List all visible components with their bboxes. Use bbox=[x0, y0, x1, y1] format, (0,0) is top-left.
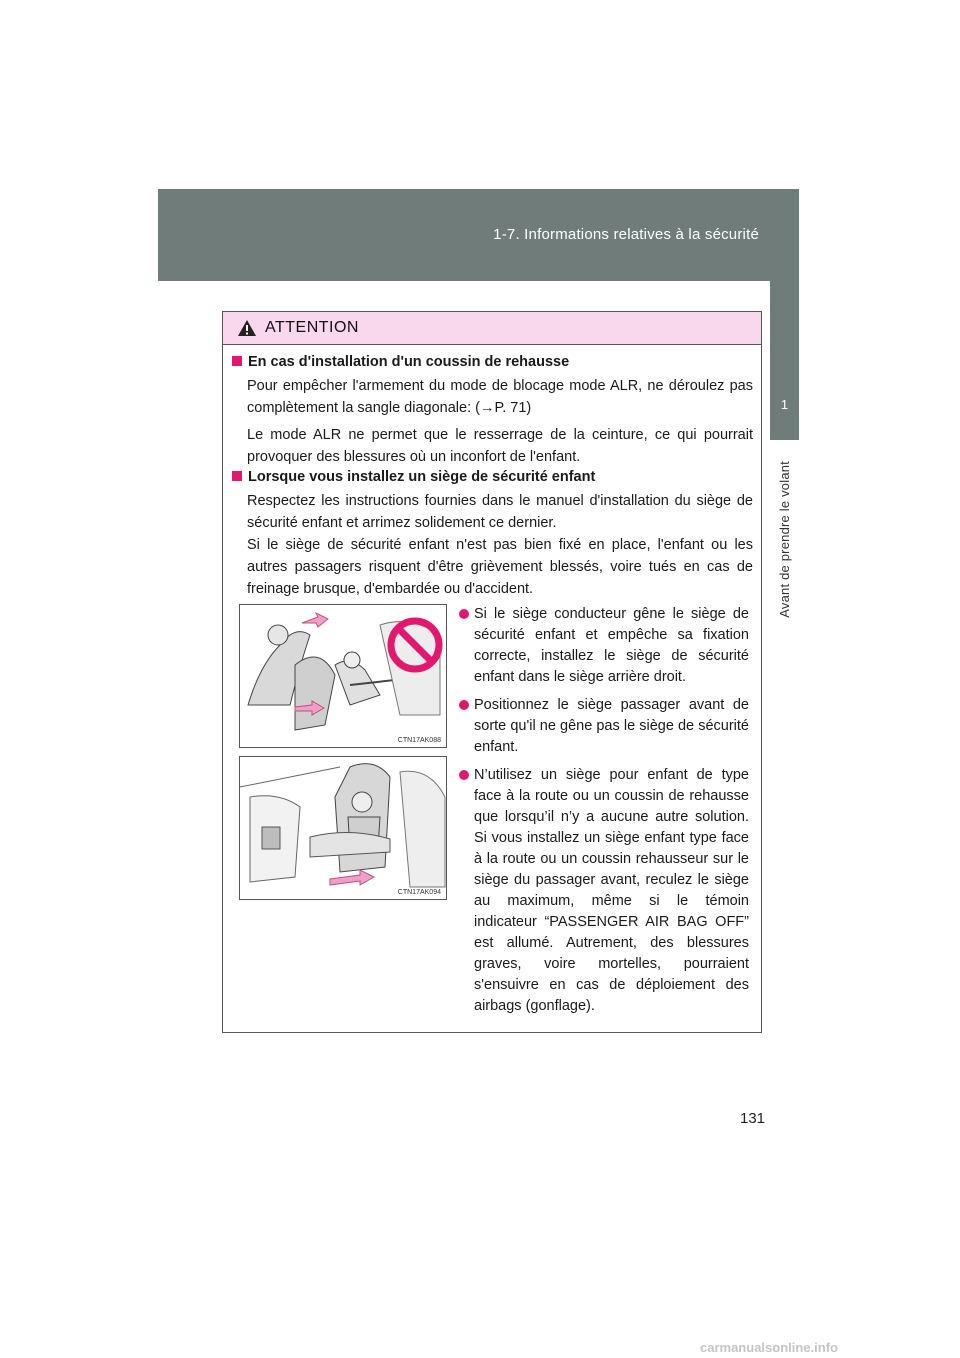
seat-illustration bbox=[240, 605, 446, 747]
chapter-label-container bbox=[770, 440, 799, 638]
warning-box bbox=[222, 311, 762, 1033]
section-child-seat bbox=[223, 469, 761, 600]
section-heading bbox=[223, 354, 761, 370]
illustration-driver-seat bbox=[239, 604, 447, 748]
warning-title: ATTENTION bbox=[265, 319, 359, 336]
header-band bbox=[158, 189, 799, 281]
bullet-text: Si le siège conducteur gêne le siège de sécurité enfant et empêche sa fixation correcte, installez le siège de sécurité enfant dans le siège arrière droit. bbox=[474, 606, 749, 685]
section-booster bbox=[223, 354, 761, 468]
circle-bullet-icon bbox=[459, 609, 469, 619]
square-bullet-icon bbox=[232, 356, 242, 366]
list-item bbox=[459, 765, 749, 1017]
section-heading bbox=[223, 469, 761, 485]
bullet-text: N’utilisez un siège pour enfant de type face à la route ou un coussin de rehausse que lorsqu’il n’y a aucune autre solution. Si vous installez un siège enfant type face à la route ou un coussin rehausseur sur le siège du passager avant, reculez le siège au maximum, même si le témoin indicateur “PASSENGER AIR BAG OFF” est allumé. Autrement, des blessures graves, voire mortelles, pourraient s'ensuivre en cas de déploiement des airbags (gonflage). bbox=[474, 767, 749, 1014]
paragraph: Pour empêcher l'armement du mode de blocage mode ALR, ne déroulez pas complètement la sangle diagonale: (→P. 71) bbox=[247, 378, 753, 416]
paragraph: Le mode ALR ne permet que le resserrage de la ceinture, ce qui pourrait provoquer des blessures où un inconfort de l'enfant. bbox=[247, 427, 753, 465]
figure-code: CTN17AK094 bbox=[397, 889, 441, 896]
bullet-list bbox=[459, 604, 749, 1024]
circle-bullet-icon bbox=[459, 700, 469, 710]
chapter-label: Avant de prendre le volant bbox=[777, 460, 792, 618]
watermark: carmanualsonline.info bbox=[700, 1340, 838, 1355]
section-heading-text: Lorsque vous installez un siège de sécurité enfant bbox=[248, 469, 596, 485]
side-tab-strip bbox=[770, 281, 799, 370]
list-item bbox=[459, 604, 749, 688]
bullet-text: Positionnez le siège passager avant de sorte qu'il ne gêne pas le siège de sécurité enfant. bbox=[474, 697, 749, 755]
figure-code: CTN17AK088 bbox=[397, 737, 441, 744]
square-bullet-icon bbox=[232, 471, 242, 481]
chapter-number: 1 bbox=[770, 370, 799, 440]
circle-bullet-icon bbox=[459, 770, 469, 780]
list-item bbox=[459, 695, 749, 758]
illustration-passenger-seat bbox=[239, 756, 447, 900]
section-heading-text: En cas d'installation d'un coussin de rehausse bbox=[248, 354, 570, 370]
section-title: 1-7. Informations relatives à la sécurité bbox=[493, 226, 759, 243]
paragraph: Si le siège de sécurité enfant n'est pas bien fixé en place, l'enfant ou les autres passagers risquent d'être grièvement blessés, voire tués en cas de freinage brusque, d'embardée ou d'accident. bbox=[247, 537, 753, 597]
paragraph: Respectez les instructions fournies dans le manuel d'installation du siège de sécurité enfant et arrimez solidement ce dernier. bbox=[247, 493, 753, 531]
seat-illustration bbox=[240, 757, 446, 899]
warning-triangle-icon bbox=[237, 319, 257, 337]
page-number: 131 bbox=[740, 1110, 766, 1127]
warning-header bbox=[223, 312, 761, 345]
